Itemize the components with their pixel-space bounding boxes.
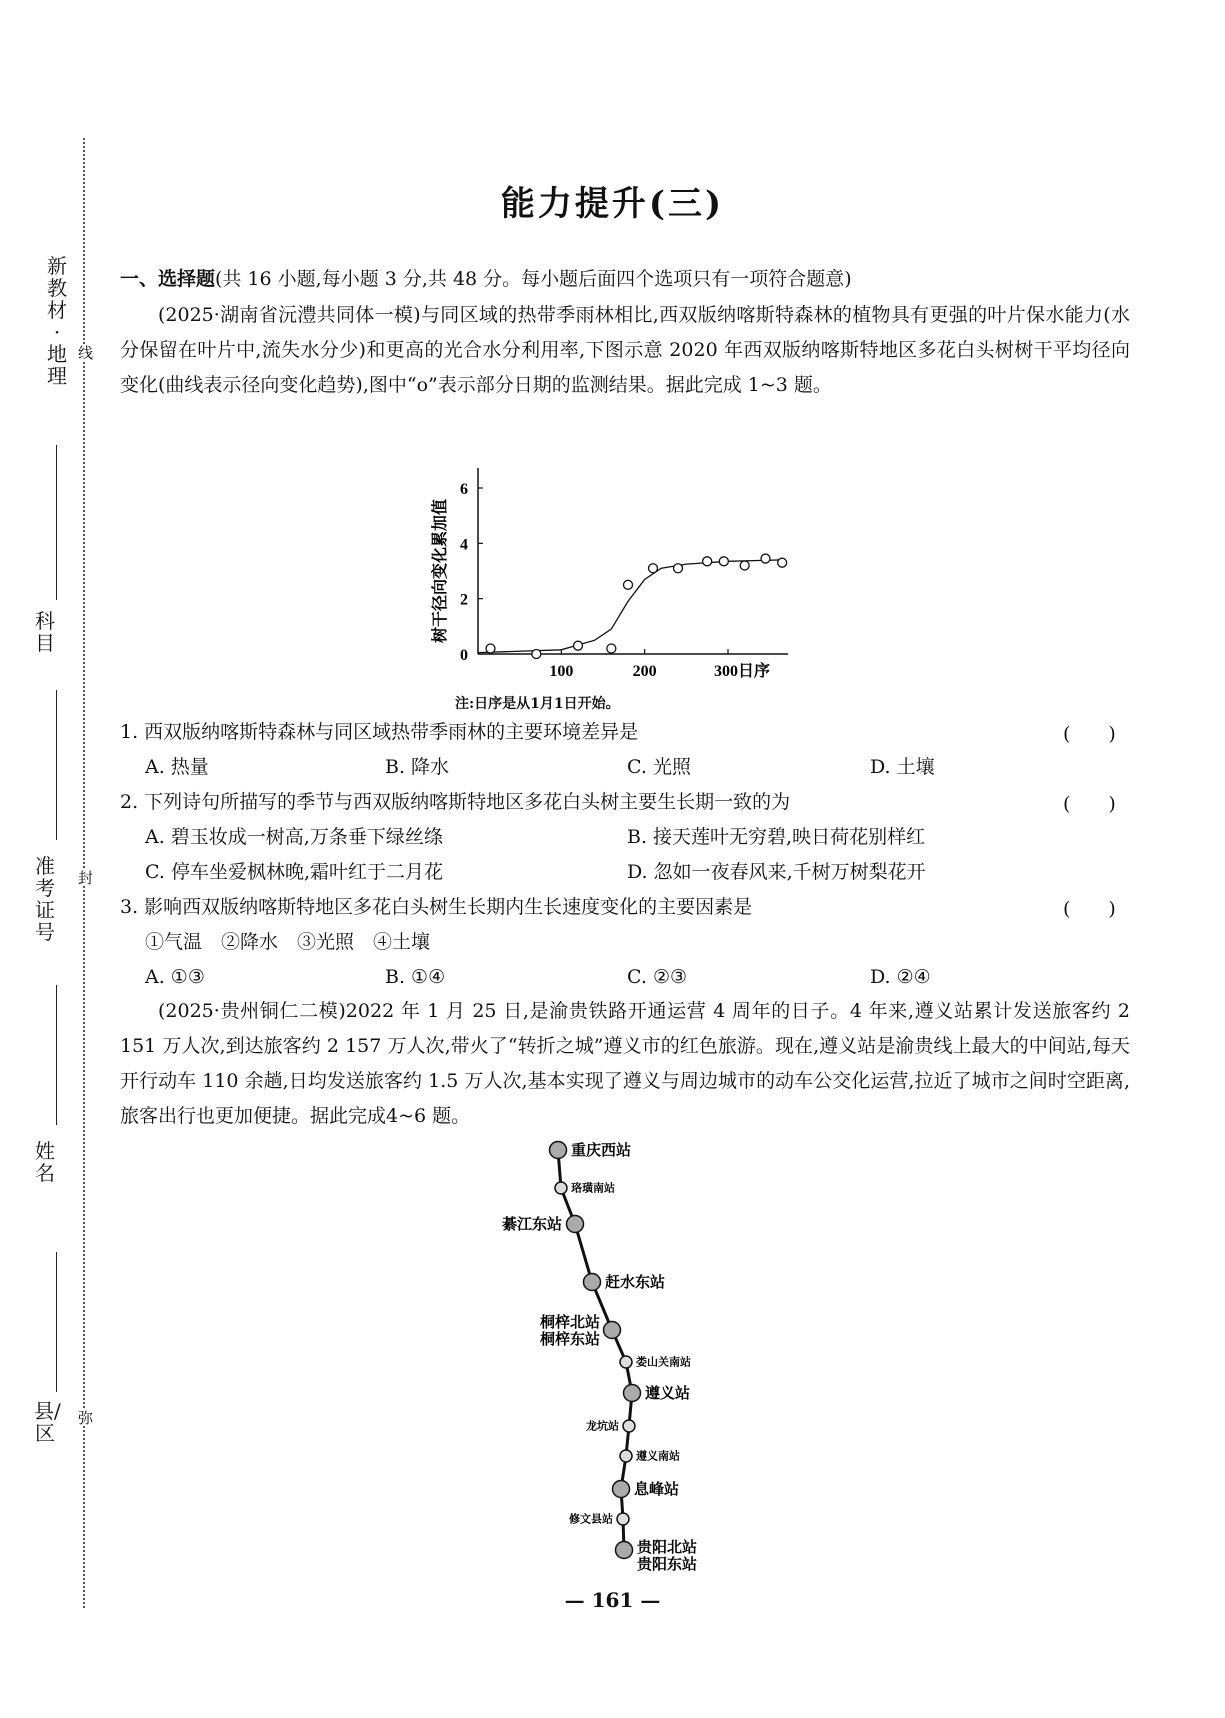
data-point bbox=[719, 557, 728, 566]
page-title: 能力提升(三) bbox=[500, 184, 725, 224]
page-number: — 161 — bbox=[564, 1588, 661, 1612]
exam-id-underline bbox=[56, 690, 57, 840]
radial-change-chart bbox=[420, 440, 820, 690]
station-marker bbox=[550, 1142, 567, 1159]
station-label: 桐梓东站 bbox=[539, 1332, 600, 1348]
y-tick-label: 4 bbox=[460, 536, 468, 554]
q3-factor-list: ①气温 ②降水 ③光照 ④土壤 bbox=[145, 931, 431, 953]
station-marker bbox=[567, 1216, 584, 1233]
q2-option-a: A. 碧玉妆成一树高,万条垂下绿丝绦 bbox=[145, 826, 443, 848]
station-label: 息峰站 bbox=[634, 1482, 680, 1498]
data-point bbox=[649, 564, 658, 573]
passage-2: (2025·贵州铜仁二模)2022 年 1 月 25 日,是渝贵铁路开通运营 4 周年的日子。4 年来,遵义站累计发送旅客约 2 151 万人次,到达旅客约 2 157 万人次,带火了“转折之城”遵义市的红色旅游。现在,遵义站是渝贵线上最大的中间站,每天开行动车 110 余趟,日均发送旅客约 1.5 万人次,基本实现了遵义与周边城市的动车公交化运营,拉近了城市之间时空距离,旅客出行也更加便捷。据此完成4~6 题。 bbox=[120, 1000, 1130, 1127]
q3-option-b: B. ①④ bbox=[385, 966, 446, 988]
station-label: 桐梓北站 bbox=[539, 1315, 600, 1331]
county-label: 县/区 bbox=[34, 1399, 61, 1445]
station-label: 珞璜南站 bbox=[571, 1182, 615, 1195]
station-marker bbox=[617, 1513, 629, 1525]
station-label: 遵义站 bbox=[645, 1386, 691, 1402]
q3-option-a: A. ①③ bbox=[145, 966, 205, 988]
subject-label: 科目 bbox=[35, 609, 55, 655]
question-1-stem: 1. 西双版纳喀斯特森林与同区域热带季雨林的主要环境差异是 bbox=[120, 721, 639, 743]
station-label: 贵阳东站 bbox=[637, 1557, 698, 1573]
station-marker bbox=[616, 1542, 633, 1559]
station-label: 龙坑站 bbox=[586, 1420, 619, 1433]
question-3-stem: 3. 影响西双版纳喀斯特地区多花白头树生长期内生长速度变化的主要因素是 bbox=[120, 896, 753, 918]
station-label: 遵义南站 bbox=[636, 1450, 680, 1463]
series-label: 新教材·地理 bbox=[47, 254, 67, 388]
y-tick-label: 0 bbox=[460, 647, 468, 664]
section-description: (共 16 小题,每小题 3 分,共 48 分。每小题后面四个选项只有一项符合题意) bbox=[215, 268, 852, 290]
q2-option-b: B. 接天莲叶无穷碧,映日荷花别样红 bbox=[627, 826, 926, 848]
q1-option-c: C. 光照 bbox=[627, 756, 691, 778]
data-point bbox=[674, 564, 683, 573]
line-marker: 线 bbox=[78, 344, 94, 362]
q1-option-a: A. 热量 bbox=[145, 756, 209, 778]
county-underline bbox=[56, 1252, 57, 1392]
data-point bbox=[624, 580, 633, 589]
station-marker bbox=[623, 1420, 635, 1432]
data-point bbox=[703, 557, 712, 566]
station-marker bbox=[584, 1274, 601, 1291]
station-marker bbox=[620, 1356, 632, 1368]
station-marker bbox=[624, 1385, 641, 1402]
station-marker bbox=[555, 1182, 567, 1194]
data-point bbox=[761, 554, 770, 563]
station-label: 重庆西站 bbox=[571, 1143, 632, 1159]
section-heading bbox=[120, 262, 1130, 297]
data-point bbox=[607, 644, 616, 653]
x-tick-label: 100 bbox=[549, 663, 574, 680]
seal-marker: 封 bbox=[78, 869, 94, 887]
exam-id-label: 准考证号 bbox=[35, 854, 55, 944]
section-heading-label: 一、选择题 bbox=[120, 268, 216, 290]
q2-option-d: D. 忽如一夜春风来,千树万树梨花开 bbox=[627, 861, 926, 883]
data-point bbox=[532, 650, 541, 659]
chart-note: 注:日序是从1月1日开始。 bbox=[455, 696, 620, 712]
question-2-answer-blank: ( ) bbox=[1063, 793, 1116, 815]
q2-option-c: C. 停车坐爱枫林晚,霜叶红于二月花 bbox=[145, 861, 443, 883]
bind-marker: 弥 bbox=[78, 1409, 94, 1427]
trend-curve bbox=[478, 560, 782, 653]
station-label: 娄山关南站 bbox=[636, 1356, 691, 1369]
name-underline bbox=[56, 985, 57, 1125]
q1-option-d: D. 土壤 bbox=[870, 756, 935, 778]
x-tick-label: 300日序 bbox=[714, 663, 771, 680]
data-point bbox=[740, 561, 749, 570]
q1-option-b: B. 降水 bbox=[385, 756, 450, 778]
data-point bbox=[574, 641, 583, 650]
data-point bbox=[778, 558, 787, 567]
name-label: 姓名 bbox=[35, 1139, 55, 1185]
y-tick-label: 2 bbox=[460, 591, 468, 609]
station-label: 綦江东站 bbox=[501, 1217, 562, 1233]
q3-option-c: C. ②③ bbox=[627, 966, 688, 988]
passage-1: (2025·湖南省沅澧共同体一模)与同区域的热带季雨林相比,西双版纳喀斯特森林的植物具有更强的叶片保水能力(水分保留在叶片中,流失水分少)和更高的光合水分利用率,下图示意 2020 年西双版纳喀斯特地区多花白头树树干平均径向变化(曲线表示径向变化趋势),图中“o”表示部分日期的监测结果。据此完成 1~3 题。 bbox=[120, 304, 1130, 396]
station-label: 修文县站 bbox=[569, 1513, 613, 1526]
data-point bbox=[486, 644, 495, 653]
question-2-stem: 2. 下列诗句所描写的季节与西双版纳喀斯特地区多花白头树主要生长期一致的为 bbox=[120, 791, 791, 813]
question-1-answer-blank: ( ) bbox=[1063, 723, 1116, 745]
station-marker bbox=[620, 1450, 632, 1462]
station-marker bbox=[613, 1481, 630, 1498]
subject-underline bbox=[56, 445, 57, 600]
y-tick-label: 6 bbox=[460, 481, 468, 498]
y-axis-label: 树干径向变化累加值 bbox=[432, 498, 449, 644]
station-label: 贵阳北站 bbox=[637, 1540, 698, 1556]
question-3-answer-blank: ( ) bbox=[1063, 898, 1116, 920]
q3-option-d: D. ②④ bbox=[870, 966, 931, 988]
station-label: 赶水东站 bbox=[605, 1275, 666, 1291]
railway-line-map bbox=[501, 1130, 780, 1590]
x-tick-label: 200 bbox=[632, 663, 657, 680]
station-marker bbox=[604, 1322, 621, 1339]
